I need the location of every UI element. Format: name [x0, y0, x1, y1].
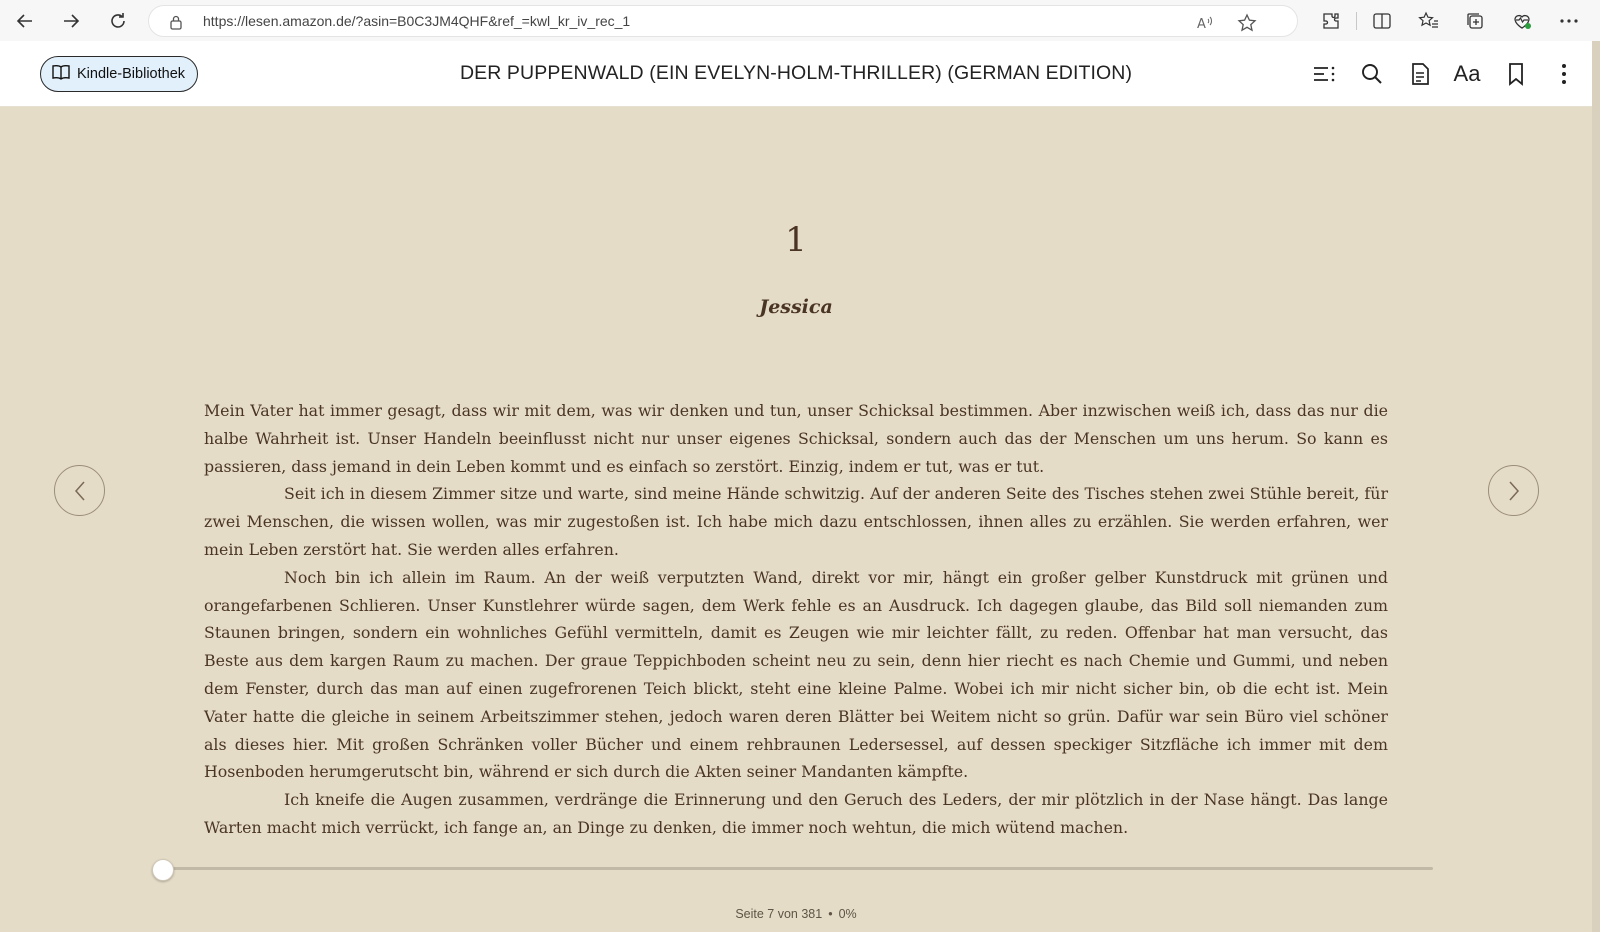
more-vertical-icon[interactable]: [1550, 60, 1578, 88]
paragraph: Mein Vater hat immer gesagt, dass wir mit dem, was wir denken und tun, unser Schicksal bestimmen. Aber inzwischen weiß ich, dass das nur die halbe Wahrheit ist. Unser Handeln beeinflusst nicht nur unser eigenes Schicksal, sondern auch das der Menschen um uns herum. So kann es passieren, dass jemand in dein Leben kommt und es einfach so zerstört. Einzig, indem er tut, was er tut.: [204, 401, 1388, 476]
chapter-number: 1: [785, 220, 807, 260]
read-aloud-icon[interactable]: [1195, 12, 1217, 34]
reader-header: [0, 41, 1592, 107]
notes-icon[interactable]: [1406, 60, 1434, 88]
paragraph: Noch bin ich allein im Raum. An der weiß verputzten Wand, direkt vor mir, hängt ein großer gelber Kunstdruck mit grünen und orangefarbenen Schlieren. Unser Kunstlehrer würde sagen, dem Werk fehle es an Ausdruck. Ich dagegen glaube, das Bild soll niemanden zum Staunen bringen, sondern ein wohnliches Gefühl vermitteln, damit es Zeugen wie mir leichter fällt, zu reden. Offenbar hat man versucht, das Beste aus dem kargen Raum zu machen. Der graue Teppichboden scheint neu zu sein, denn hier riecht es nach Chemie und Gummi, und neben dem Fenster, durch das man auf einen zugefrorenen Teich blickt, steht eine kleine Palme. Wobei ich mir nicht sicher bin, ob die echt ist. Mein Vater hatte die gleiche in seinem Arbeitszimmer stehen, jedoch waren deren Blätter bei Weitem nicht so grün. Dafür war sein Büro viel schöner als dieses hier. Mit großen Schränken voller Bücher und einem rehbraunen Ledersessel, auf dessen speckiger Sitzfläche ich immer mit dem Hosenboden herumgerutscht bin, während er sich durch die Akten seiner Mandanten kämpfte.: [204, 567, 1388, 782]
chevron-right-icon: [1507, 480, 1521, 502]
bookmark-icon[interactable]: [1502, 60, 1530, 88]
lock-icon[interactable]: [169, 14, 183, 30]
kindle-library-label: Kindle-Bibliothek: [77, 66, 186, 82]
url-text[interactable]: https://lesen.amazon.de/?asin=B0C3JM4QHF&ref_=kwl_kr_iv_rec_1: [203, 13, 631, 29]
book-icon: [51, 64, 71, 84]
toolbar-divider: [1356, 12, 1357, 30]
collections-icon[interactable]: [1462, 8, 1488, 34]
svg-text:A: A: [1197, 17, 1206, 32]
scrollbar[interactable]: [1592, 41, 1600, 932]
extensions-icon[interactable]: [1318, 8, 1344, 34]
percent-label: 0%: [838, 907, 857, 921]
book-text: [204, 397, 1388, 842]
next-page-button[interactable]: [1488, 465, 1539, 516]
chapter-title: Jessica: [759, 296, 833, 318]
book-title: DER PUPPENWALD (EIN EVELYN-HOLM-THRILLER) (GERMAN EDITION): [459, 62, 1133, 84]
separator-dot: •: [828, 907, 833, 921]
page-number-label: Seite 7 von 381: [735, 907, 823, 921]
search-icon[interactable]: [1358, 60, 1386, 88]
split-screen-icon[interactable]: [1369, 8, 1395, 34]
reading-progress-handle[interactable]: [152, 859, 174, 881]
browser-essentials-icon[interactable]: [1509, 8, 1535, 34]
favorites-list-icon[interactable]: [1416, 8, 1442, 34]
paragraph: Seit ich in diesem Zimmer sitze und warte, sind meine Hände schwitzig. Auf der anderen Seite des Tisches stehen zwei Stühle bereit, für zwei Menschen, die wissen wollen, was mir zugestoßen ist. Ich habe mich dazu entschlossen, ihnen alles zu erzählen. Sie werden erfahren, wer mein Leben zerstört hat. Sie werden alles erfahren.: [204, 484, 1388, 559]
table-of-contents-icon[interactable]: [1310, 60, 1338, 88]
forward-icon[interactable]: [56, 6, 86, 36]
kindle-library-button[interactable]: [40, 56, 198, 92]
browser-toolbar: [0, 0, 1600, 41]
page-location: [0, 907, 1592, 921]
chevron-left-icon: [73, 480, 87, 502]
previous-page-button[interactable]: [54, 465, 105, 516]
font-settings-button[interactable]: Aa: [1453, 61, 1481, 86]
back-icon[interactable]: [10, 6, 40, 36]
refresh-icon[interactable]: [103, 6, 133, 36]
more-icon[interactable]: [1556, 8, 1582, 34]
paragraph: Ich kneife die Augen zusammen, verdränge die Erinnerung und den Geruch des Leders, der mir plötzlich in der Nase hängt. Das lange Warten macht mich verrückt, ich fange an, an Dinge zu denken, die immer noch wehtun, die mich wütend machen.: [204, 790, 1388, 837]
address-bar[interactable]: [148, 5, 1298, 37]
reading-progress-track[interactable]: [163, 867, 1433, 870]
favorite-star-icon[interactable]: [1236, 12, 1258, 34]
